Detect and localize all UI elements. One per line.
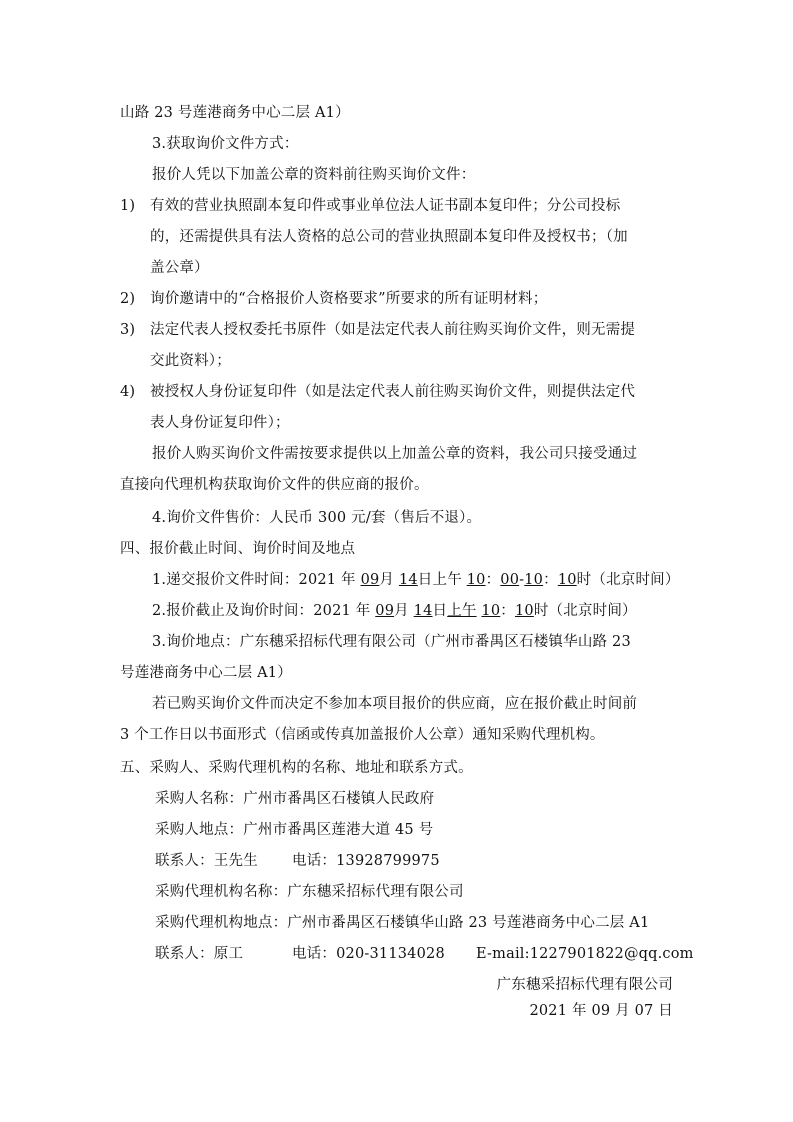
signature-organization: 广东穗采招标代理有限公司 xyxy=(496,977,673,993)
section-5-heading: 五、采购人、采购代理机构的名称、地址和联系方式。 xyxy=(120,760,473,776)
list-item-text: 法定代表人授权委托书原件（如是法定代表人前往购买询价文件，则无需提 xyxy=(150,322,636,338)
section-3-note: 报价人购买询价文件需按要求提供以上加盖公章的资料，我公司只接受通过 xyxy=(152,446,638,462)
buyer-name: 采购人名称：广州市番禺区石楼镇人民政府 xyxy=(155,791,435,807)
list-item-text: 交此资料）； xyxy=(150,353,231,369)
address-continuation: 山路 23 号莲港商务中心二层 A1） xyxy=(120,105,350,121)
list-item-number: 4) xyxy=(120,384,136,400)
document-price: 4.询价文件售价：人民币 300 元/套（售后不退）。 xyxy=(152,510,482,526)
list-item-text: 询价邀请中的“合格报价人资格要求”所要求的所有证明材料； xyxy=(150,291,548,307)
agent-contact: 联系人：原工 xyxy=(155,946,244,962)
list-item-number: 3) xyxy=(120,322,136,338)
list-item-text: 被授权人身份证复印件（如是法定代表人前往购买询价文件，则提供法定代 xyxy=(150,384,636,400)
deadline-time-line: 2.报价截止及询价时间：2021 年 09月 14日上午 10：10时（北京时间） xyxy=(152,603,637,619)
list-item-number: 1) xyxy=(120,198,136,214)
inquiry-location-cont: 号莲港商务中心二层 A1） xyxy=(120,665,292,681)
section-4-heading: 四、报价截止时间、询价时间及地点 xyxy=(120,541,356,557)
withdrawal-note-cont: 3 个工作日以书面形式（信函或传真加盖报价人公章）通知采购代理机构。 xyxy=(120,727,605,743)
buyer-contact: 联系人：王先生 xyxy=(155,853,258,869)
agent-email: E-mail:1227901822@qq.com xyxy=(476,946,694,962)
list-item-text: 表人身份证复印件）； xyxy=(150,415,290,431)
buyer-phone: 电话：13928799975 xyxy=(292,853,440,869)
inquiry-location: 3.询价地点：广东穗采招标代理有限公司（广州市番禺区石楼镇华山路 23 xyxy=(152,634,631,650)
list-item-text: 盖公章） xyxy=(150,260,209,276)
agent-phone: 电话：020-31134028 xyxy=(292,946,445,962)
buyer-address: 采购人地点：广州市番禺区莲港大道 45 号 xyxy=(155,822,434,838)
list-item-text: 的，还需提供具有法人资格的总公司的营业执照副本复印件及授权书；（加 xyxy=(150,229,628,245)
agent-address: 采购代理机构地点：广州市番禺区石楼镇华山路 23 号莲港商务中心二层 A1 xyxy=(155,915,650,931)
withdrawal-note: 若已购买询价文件而决定不参加本项目报价的供应商，应在报价截止时间前 xyxy=(152,696,638,712)
list-item-text: 有效的营业执照副本复印件或事业单位法人证书副本复印件；分公司投标 xyxy=(150,198,621,214)
section-3-note-cont: 直接向代理机构获取询价文件的供应商的报价。 xyxy=(120,477,429,493)
signature-date: 2021 年 09 月 07 日 xyxy=(529,1003,673,1019)
section-3-intro: 报价人凭以下加盖公章的资料前往购买询价文件： xyxy=(152,167,476,183)
submission-time-line: 1.递交报价文件时间：2021 年 09月 14日上午 10：00-10：10时（北京时间） xyxy=(152,572,680,588)
list-item-number: 2) xyxy=(120,291,136,307)
agent-name: 采购代理机构名称：广东穗采招标代理有限公司 xyxy=(155,884,464,900)
section-3-title: 3.获取询价文件方式： xyxy=(152,136,299,152)
